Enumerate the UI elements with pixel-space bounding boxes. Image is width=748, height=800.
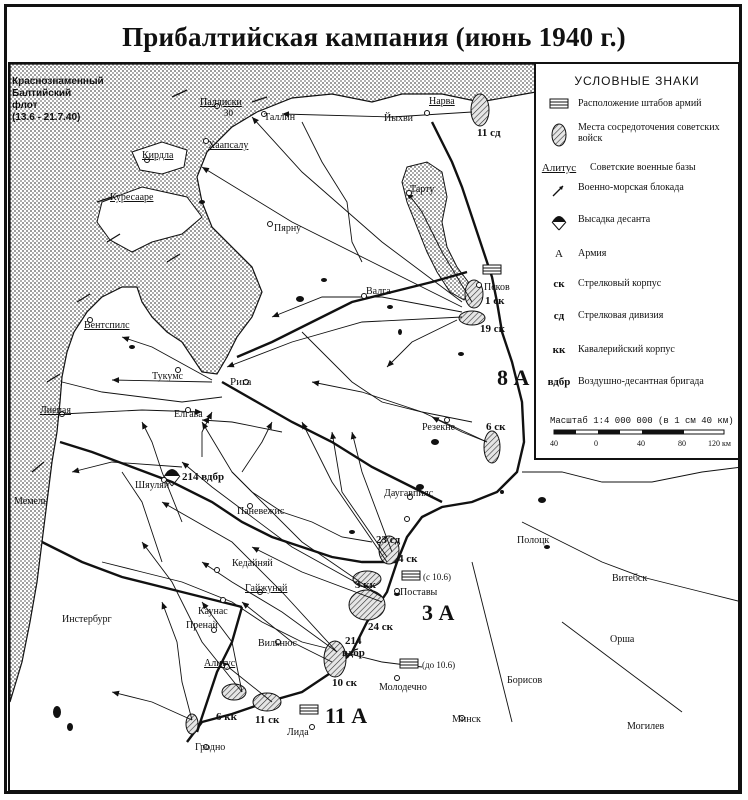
label-alitus: Алитус — [204, 658, 236, 669]
legend-item-blockade — [536, 182, 740, 212]
label-kuressaare: Куресааре — [110, 192, 154, 203]
parachute-icon — [542, 214, 576, 235]
label-lida: Лида — [287, 727, 309, 738]
label-parnu: Пярну — [274, 223, 302, 234]
label-tukums: Тукумс — [152, 371, 183, 382]
label-liepaya: Лиепая — [40, 405, 71, 416]
scale-tick-0: 40 — [550, 439, 558, 448]
label-kirdla: Кирдла — [142, 150, 174, 161]
label-panevezhis: Паневежис — [237, 506, 285, 517]
fleet-dates: (13.6 - 21.7.40) — [12, 112, 81, 123]
unit-30: 30 — [224, 108, 233, 118]
blockade-arrow-icon — [542, 182, 576, 201]
army-3a: 3 А — [422, 600, 455, 625]
army-11a: 11 А — [325, 703, 368, 728]
legend-item-airborne — [536, 376, 740, 406]
label-insterburg: Инстербург — [62, 614, 112, 625]
unit-19sk: 19 ск — [480, 323, 505, 335]
legend-title: УСЛОВНЫЕ ЗНАКИ — [574, 74, 700, 88]
label-grodno: Гродно — [195, 742, 226, 753]
legend-item-corps — [536, 278, 740, 308]
hq11-date: (до 10.6) — [422, 660, 456, 670]
legend-item-paratroops — [536, 214, 740, 244]
scale-bar — [536, 426, 740, 456]
unit-23sd: 23 сд — [376, 534, 401, 546]
legend-text-cavalry: Кавалерийский корпус — [578, 344, 675, 355]
unit-11sd: 11 сд — [477, 127, 501, 139]
fleet-line-2: Балтийский — [12, 88, 72, 99]
hq-flag-icon — [300, 705, 318, 714]
legend-text-bases: Советские военные базы — [590, 162, 696, 173]
label-kaunas: Каунас — [198, 606, 228, 617]
label-minsk: Минск — [452, 714, 481, 725]
hq-flag-icon — [400, 659, 418, 668]
scale-tick-3: 80 — [678, 439, 686, 448]
unit-6kk: 6 кк — [216, 711, 237, 723]
label-rezekne: Резекне — [422, 422, 456, 433]
unit-214-south-num: 214 — [345, 635, 362, 647]
legend-symbol-airborne: вдбр — [547, 376, 571, 388]
label-orsha: Орша — [610, 634, 635, 645]
scale-tick-4: 120 км — [708, 439, 731, 448]
label-tallinn: Таллин — [264, 112, 296, 123]
unit-3kk: 3 кк — [355, 579, 376, 591]
army-8a: 8 А — [497, 365, 530, 390]
label-memel: Мемель — [14, 496, 48, 507]
legend-text-corps: Стрелковый корпус — [578, 278, 662, 289]
label-prenay: Пренай — [186, 620, 218, 631]
hq-flag-icon — [402, 571, 420, 580]
unit-24sk: 24 ск — [368, 621, 393, 633]
label-mogilev: Могилев — [627, 721, 665, 732]
unit-214-south-type: вдбр — [342, 647, 365, 659]
legend-symbol-bases: Алитус — [541, 162, 577, 174]
unit-214-vdbr-north: 214 вдбр — [182, 471, 225, 483]
legend-text-blockade: Военно-морская блокада — [578, 182, 684, 193]
label-pskov: Псков — [484, 282, 510, 293]
label-borisov: Борисов — [507, 675, 543, 686]
unit-10sk: 10 ск — [332, 677, 357, 689]
legend-text-army: Армия — [578, 248, 607, 259]
label-postavy: Поставы — [400, 587, 438, 598]
label-kedainyay: Кедайняй — [232, 558, 273, 569]
legend-text-hq: Расположение штабов армий — [578, 98, 702, 109]
label-iykhvi: Йыхви — [384, 113, 414, 124]
fleet-line-3: флот — [12, 100, 38, 111]
label-paldiski: Палдиски — [200, 97, 242, 108]
legend-symbol-division: сд — [553, 310, 565, 322]
label-ventspils: Вентспилс — [84, 320, 130, 331]
label-narva: Нарва — [429, 96, 455, 107]
label-riga: Рига — [230, 376, 252, 388]
hq-flag-icon — [542, 98, 576, 113]
label-tartu: Тарту — [410, 184, 435, 195]
legend-text-paratroops: Высадка десанта — [578, 214, 651, 225]
label-vitebsk: Витебск — [612, 573, 648, 584]
fleet-label — [12, 76, 104, 124]
label-shaulyay: Шяуляй — [135, 480, 170, 491]
label-elgava: Елгава — [174, 409, 203, 420]
legend-panel — [534, 64, 738, 460]
legend-text-division: Стрелковая дивизия — [578, 310, 664, 321]
unit-6sk: 6 ск — [486, 421, 506, 433]
ellipse-icon — [542, 122, 576, 151]
legend-item-division — [536, 310, 740, 340]
legend-symbol-corps: ск — [553, 278, 565, 290]
legend-item-concentration — [536, 122, 740, 152]
legend-item-army — [536, 248, 740, 278]
legend-text-airborne: Воздушно-десантная бригада — [578, 376, 704, 387]
scale-label: Масштаб 1:4 000 000 (в 1 см 40 км) — [550, 416, 734, 426]
label-gaizhyunay: Гайжунай — [245, 583, 288, 594]
label-valga: Валга — [366, 286, 391, 297]
legend-item-cavalry — [536, 344, 740, 374]
hq-flag-icon — [483, 265, 501, 274]
label-vilnius: Вильнюс — [258, 638, 297, 649]
legend-symbol-army: А — [555, 248, 563, 260]
scale-tick-2: 40 — [637, 439, 645, 448]
label-khaapsalu: Хаапсалу — [208, 140, 249, 151]
map-title: Прибалтийская кампания (июнь 1940 г.) — [122, 22, 626, 52]
legend-text-concentration: Места сосредоточения советских войск — [578, 122, 720, 144]
label-polotsk: Полоцк — [517, 535, 550, 546]
label-molodechno: Молодечно — [379, 682, 427, 693]
legend-symbol-cavalry: кк — [552, 344, 566, 356]
fleet-line-1: Краснознаменный — [12, 76, 104, 87]
unit-4sk: 4 ск — [398, 553, 418, 565]
hq3-date: (с 10.6) — [423, 572, 451, 582]
label-daugavpils: Даугавпилс — [384, 488, 434, 499]
unit-1sk: 1 ск — [485, 295, 505, 307]
scale-tick-1: 0 — [594, 439, 598, 448]
unit-11sk: 11 ск — [255, 714, 280, 726]
